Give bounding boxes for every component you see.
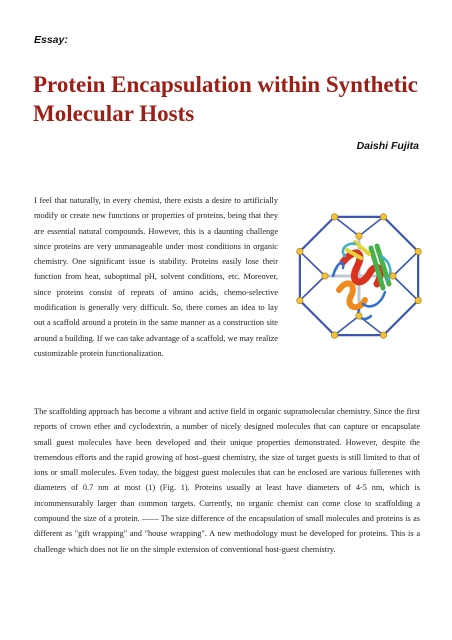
author-name: Daishi Fujita — [356, 140, 419, 152]
article-title: Protein Encapsulation within Synthetic Molecular Hosts — [33, 72, 418, 126]
cage-edge — [359, 217, 383, 236]
cage-node — [297, 297, 303, 303]
cage-edge — [335, 316, 359, 335]
cage-edge — [300, 276, 325, 300]
cage-node — [331, 332, 337, 338]
cage-node — [297, 248, 303, 254]
protein-cage-illustration — [285, 192, 433, 357]
cage-edge — [393, 252, 418, 276]
protein-cage-figure — [285, 192, 433, 357]
cage-node — [415, 248, 421, 254]
cage-node — [415, 297, 421, 303]
encapsulated-protein — [333, 242, 390, 319]
cage-node — [356, 233, 362, 239]
cage-edge — [383, 300, 418, 335]
cage-node — [380, 332, 386, 338]
cage-edge — [383, 217, 418, 252]
cage-edge — [393, 276, 418, 300]
body-paragraph: The scaffolding approach has become a vibrant and active field in organic supramolecular chemistry. Since the first reports of crown ether and cyclodextrin, a number of nicely designed molecules that can capture or encapsulate small guest molecules have been developed and their unique properties demonstrated. However, despite the tremendous efforts and the rapid growing of host–guest chemistry, the size of target guests is still limited to that of ions or small molecules. Even today, the biggest guest molecules that can be enclosed are various fullerenes with diameters of 0.7 nm at most (1) (Fig. 1). Proteins usually at least have diameters of 4-5 nm, which is incommensurably larger than common targets. Currently, no organic chemist can come close to scaffolding a compound the size of a protein. —— The size difference of the encapsulation of small molecules and proteins is as different as "gift wrapping" and "house wrapping". A new methodology must be developed for proteins. This is a challenge which does not lie on the simple extension of conventional host-guest chemistry. — [34, 407, 420, 554]
essay-label: Essay: — [34, 34, 68, 46]
protein-helix — [339, 283, 365, 307]
cage-edge — [300, 300, 335, 335]
cage-node — [322, 273, 328, 279]
cage-edge — [335, 217, 359, 236]
cage-node — [380, 214, 386, 220]
cage-node — [390, 273, 396, 279]
cage-edge — [300, 252, 325, 276]
cage-edge — [300, 217, 335, 252]
intro-paragraph: I feel that naturally, in every chemist, there exists a desire to artificially modify or create new functions or properties of proteins, being that they are essential natural compounds. However, this is a daunting challenge since proteins are very unmanageable under most conditions in organic chemistry. One significant issue is stability. Proteins easily lose their function from heat, suboptimal pH, solvent conditions, etc. Moreover, since proteins consist of repeats of amino acids, chemo-selective modification is generally very difficult. So, there comes an idea to lay out a scaffold around a protein in the same manner as a construction site around a building. If we can take advantage of a scaffold, we may realize customizable protein functionalization. — [34, 196, 278, 358]
cage-node — [356, 313, 362, 319]
cage-node — [331, 214, 337, 220]
